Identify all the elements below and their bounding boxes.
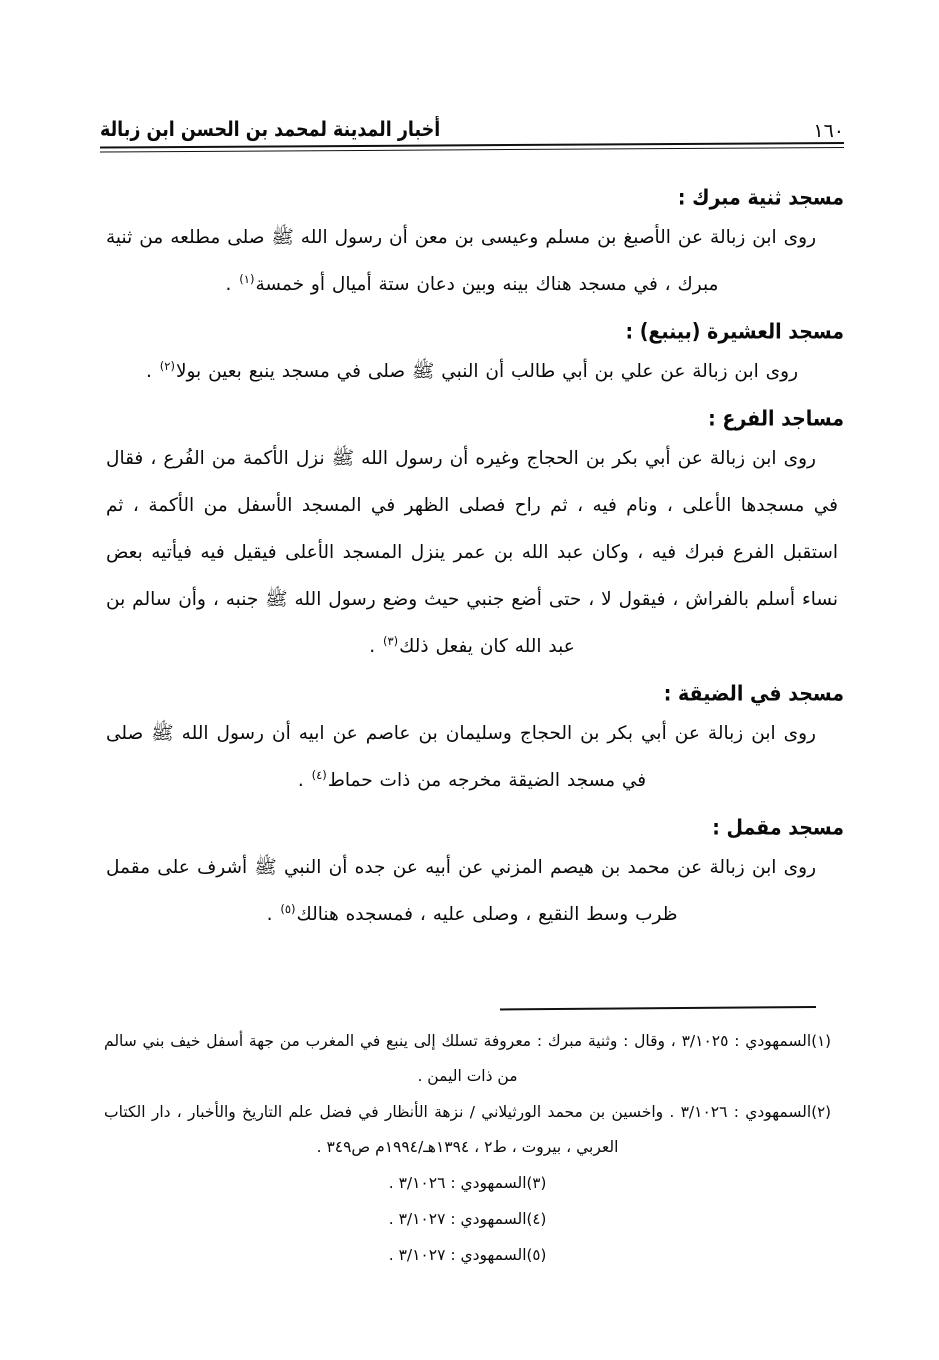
footnote-item [104, 1024, 831, 1094]
section-heading: مساجد الفرع : [708, 406, 844, 431]
header-double-rule [100, 142, 844, 156]
section-masjid-thaniyyat-mabrak [104, 176, 844, 308]
body-text-column [104, 176, 844, 940]
section-body-text: روى ابن زبالة عن محمد بن هيصم المزني عن أبيه عن جده أن النبي ﷺ أشرف على مقمل ظرب وسط النقيع ، وصلى عليه ، فمسجده هنالك [106, 857, 816, 925]
footnote-marker: (٢) [811, 1103, 831, 1121]
section-heading: مسجد ثنية مبرك : [677, 185, 844, 210]
section-body: روى ابن زبالة عن محمد بن هيصم المزني عن أبيه عن جده أن النبي ﷺ أشرف على مقمل ظرب وسط النقيع ، وصلى عليه ، فمسجده هنالك$^{(٥)}$ . [106, 857, 816, 925]
section-heading: مسجد مقمل : [712, 815, 844, 840]
footnote-item [104, 1095, 831, 1165]
footnote-reference[interactable]: (٣) [382, 633, 399, 648]
section-body: روى ابن زبالة عن أبي بكر بن الحجاج وغيره أن رسول الله ﷺ نزل الأكمة من الفُرع ، فقال في مسجدها الأعلى ، ونام فيه ، ثم راح فصلى الظهر في المسجد الأسفل من الأكمة ، ثم استقبل الفرع فبرك فيه ، وكان عبد الله بن عمر ينزل المسجد الأعلى فيقيل فيه فيأتيه بعض نساء أسلم بالفراش ، فيقول لا ، حتى أضع جنبي حيث وضع رسول الله ﷺ جنبه ، وأن سالم بن عبد الله كان يفعل ذلك$^{(٣)}$ . [106, 448, 838, 657]
footnote-text: السمهودي : ٣/١٠٢٧ . [388, 1246, 527, 1264]
footnote-marker: (١) [811, 1032, 831, 1050]
running-header [100, 108, 844, 142]
footnote-reference[interactable]: (١) [239, 271, 255, 286]
section-body-text: روى ابن زبالة عن أبي بكر بن الحجاج وسليمان بن عاصم عن ابيه أن رسول الله ﷺ صلى في مسجد الضيقة مخرجه من ذات حماط [106, 723, 816, 791]
footnote-text: السمهودي : ٣/١٠٢٦ . [388, 1174, 527, 1192]
section-body: روى ابن زبالة عن أبي بكر بن الحجاج وسليمان بن عاصم عن ابيه أن رسول الله ﷺ صلى في مسجد الضيقة مخرجه من ذات حماط$^{(٤)}$ . [106, 723, 816, 791]
footnote-block [104, 1024, 831, 1274]
footnote-separator-rule [500, 1006, 816, 1010]
footnote-item [104, 1238, 831, 1273]
section-masjid-al-ashira [104, 310, 844, 395]
footnote-marker: (٣) [526, 1174, 547, 1192]
section-heading: مسجد العشيرة (بينبع) : [625, 319, 844, 344]
footnote-marker: (٤) [526, 1210, 547, 1228]
section-body-text: روى ابن زبالة عن الأصبغ بن مسلم وعيسى بن معن أن رسول الله ﷺ صلى مطلعه من ثنية مبرك ، في مسجد هناك بينه وبين دعان ستة أميال أو خمسة [106, 227, 816, 295]
footnote-reference[interactable]: (٥) [280, 901, 296, 916]
section-body-text: روى ابن زبالة عن أبي بكر بن الحجاج وغيره أن رسول الله ﷺ نزل الأكمة من الفُرع ، فقال في مسجدها الأعلى ، ونام فيه ، ثم راح فصلى الظهر في المسجد الأسفل من الأكمة ، ثم استقبل الفرع فبرك فيه ، وكان عبد الله بن عمر ينزل المسجد الأعلى فيقيل فيه فيأتيه بعض نساء أسلم بالفراش ، فيقول لا ، حتى أضع جنبي حيث وضع رسول الله ﷺ جنبه ، وأن سالم بن عبد الله كان يفعل ذلك [106, 448, 838, 657]
footnote-item [104, 1166, 831, 1201]
footnote-marker: (٥) [526, 1246, 547, 1264]
footnote-reference[interactable]: (٢) [159, 358, 175, 373]
footnote-reference[interactable]: (٤) [311, 767, 327, 782]
section-masjid-muqmil [104, 806, 844, 938]
running-header-title: أخبار المدينة لمحمد بن الحسن ابن زبالة [100, 118, 441, 142]
section-masajid-al-fara [104, 397, 844, 670]
footnote-item [104, 1202, 831, 1237]
footnote-text: السمهودي : ٣/١٠٢٧ . [388, 1210, 527, 1228]
section-body-text: روى ابن زبالة عن علي بن أبي طالب أن النبي ﷺ صلى في مسجد ينبع بعين بولا [175, 361, 799, 382]
footnote-text: السمهودي : ٣/١٠٢٥ ، وقال : وثنية مبرك : معروفة تسلك إلى ينبع في المغرب من جهة أسفل خيف بني سالم من ذات اليمن . [104, 1032, 812, 1085]
section-heading: مسجد في الضيقة : [663, 681, 844, 706]
page-number: ١٦٠ [813, 120, 844, 142]
section-body: روى ابن زبالة عن الأصبغ بن مسلم وعيسى بن معن أن رسول الله ﷺ صلى مطلعه من ثنية مبرك ، في مسجد هناك بينه وبين دعان ستة أميال أو خمسة$^{(١)}$ . [106, 227, 816, 295]
footnote-text: السمهودي : ٣/١٠٢٦ . واخسين بن محمد الورثيلاني / نزهة الأنظار في فضل علم التاريخ والأخبار ، دار الكتاب العربي ، بيروت ، ط٢ ، ١٣٩٤هـ/١٩٩٤م ص٣٤٩ . [104, 1103, 812, 1156]
section-masjid-fi-al-dayqa [104, 672, 844, 804]
section-body: روى ابن زبالة عن علي بن أبي طالب أن النبي ﷺ صلى في مسجد ينبع بعين بولا$^{(٢)}$ . [145, 358, 799, 382]
